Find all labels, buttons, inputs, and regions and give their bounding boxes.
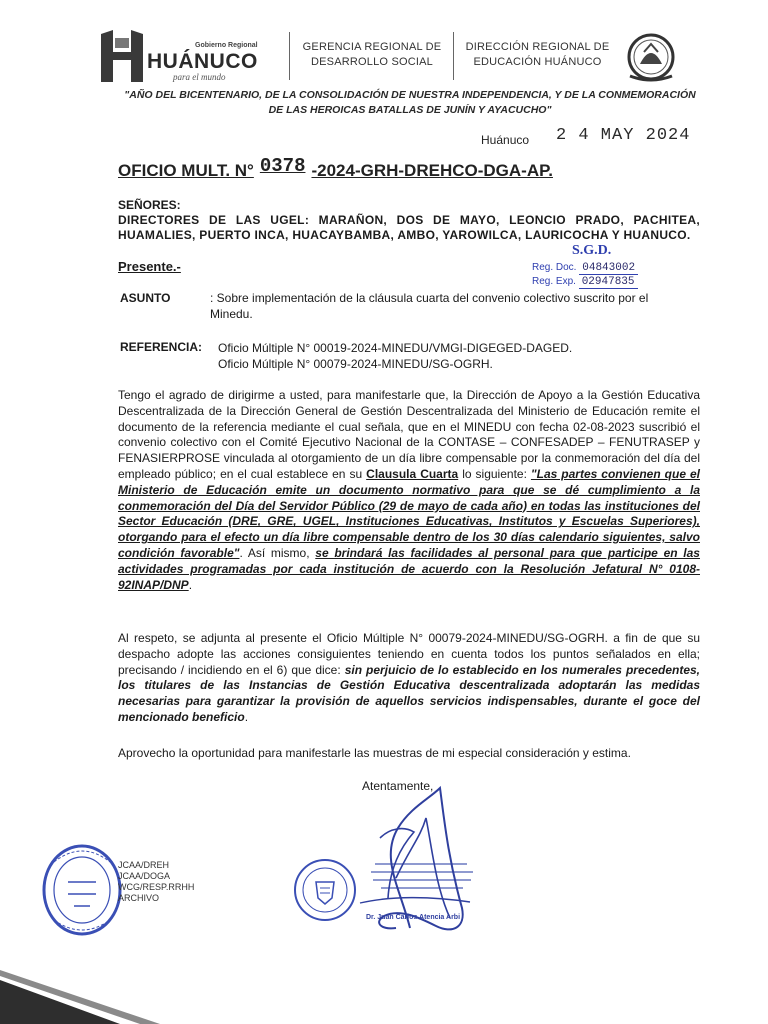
- p1-facilities: se brindará las facilidades al personal para que participe en las actividades programadas por cada institución de acuerdo con la Resolución Jefatural N° 0108-92INAP/DNP: [118, 545, 700, 592]
- office-direccion-line2: EDUCACIÓN HUÁNUCO: [473, 56, 602, 68]
- office-gerencia-line2: DESARROLLO SOCIAL: [311, 56, 433, 68]
- huanuco-h-logo-icon: [97, 28, 147, 84]
- office-direccion-line1: DIRECCIÓN REGIONAL DE: [465, 41, 610, 53]
- p1-end: .: [188, 577, 193, 592]
- recipients-list: DIRECTORES DE LAS UGEL: MARAÑON, DOS DE MAYO, LEONCIO PRADO, PACHITEA, HUAMALIES, PUERTO INCA, HUACAYBAMBA, AMBO, YAROWILCA, LAURICOCHA Y HUANUCO.: [118, 213, 700, 242]
- logo-wordmark: HUÁNUCO: [147, 50, 258, 73]
- referencia-line2: Oficio Múltiple N° 00079-2024-MINEDU/SG-OGRH.: [218, 357, 493, 371]
- initials-line: ARCHIVO: [118, 893, 160, 903]
- sgd-stamp-title: S.G.D.: [572, 243, 612, 258]
- year-motto: [110, 88, 710, 118]
- regional-government-logo: [97, 28, 277, 84]
- p2-text: Al respeto, se adjunta al presente el Oficio Múltiple N° 00079-2024-MINEDU/SG-OGRH. a fin de que su despacho adopte las acciones consiguientes teniendo en cuenta todos los puntos señalados en ella; precisando / incidiendo en el 6) que dice:: [118, 631, 700, 677]
- asunto-label: ASUNTO: [120, 291, 171, 305]
- logo-top-text: Gobierno Regional: [195, 42, 258, 49]
- referencia-text: [218, 340, 688, 372]
- recipients-title: SEÑORES:: [118, 198, 181, 212]
- reg-exp-value: 02947835: [579, 276, 638, 289]
- asunto-text: : Sobre implementación de la cláusula cuarta del convenio colectivo suscrito por el Minedu.: [210, 291, 649, 321]
- motto-line1: "AÑO DEL BICENTENARIO, DE LA CONSOLIDACIÓN DE NUESTRA INDEPENDENCIA, Y DE LA CONMEMORACIÓN: [124, 89, 696, 101]
- oficio-prefix: OFICIO MULT. N°: [118, 161, 254, 180]
- p1-text-2: lo siguiente:: [458, 466, 531, 481]
- header-divider: [289, 32, 290, 80]
- reg-doc: [532, 262, 638, 274]
- body-paragraph-3: Aprovecho la oportunidad para manifestarle las muestras de mi especial consideración y estima.: [118, 746, 631, 760]
- reg-exp: [532, 276, 638, 288]
- p1-clause-title: Clausula Cuarta: [366, 466, 459, 481]
- body-paragraph-1: [118, 388, 700, 593]
- initials-line: WCG/RESP.RRHH: [118, 882, 195, 892]
- initials-block: [118, 860, 194, 904]
- motto-line2: DE LAS HEROICAS BATALLAS DE JUNÍN Y AYACUCHO": [268, 104, 552, 116]
- office-direccion: [460, 40, 615, 70]
- presente-label: Presente.-: [118, 259, 181, 274]
- p1-text-3: . Así mismo,: [239, 545, 316, 560]
- p2-end: .: [244, 709, 249, 724]
- oficio-number: 0378: [259, 155, 306, 177]
- p2-quote: sin perjuicio de lo establecido en los numerales precedentes, los titulares de las Instancias de Gestión Educativa descentralizada adoptarán las medidas necesarias para garantizar la provisión de aquellos servicios indispensables, durante el goce del mencionado beneficio: [118, 662, 700, 724]
- referencia-line1: Oficio Múltiple N° 00019-2024-MINEDU/VMGI-DIGEGED-DAGED.: [218, 341, 573, 355]
- office-gerencia-line1: GERENCIA REGIONAL DE: [302, 41, 442, 53]
- header-divider: [453, 32, 454, 80]
- office-gerencia: [297, 40, 447, 70]
- referencia-label: REFERENCIA:: [120, 340, 203, 354]
- place-label: Huánuco: [481, 133, 530, 147]
- signer-name: Dr. Juan Carlos Atencia Arbi: [366, 914, 461, 921]
- initials-line: JCAA/DREH: [118, 860, 170, 870]
- oficio-heading: [118, 155, 553, 182]
- reg-exp-label: Reg. Exp.: [532, 276, 576, 287]
- decorative-corner-icon: [0, 940, 768, 1024]
- regional-direction-seal-icon: [40, 842, 122, 938]
- initials-line: JCAA/DOGA: [118, 871, 171, 881]
- reg-doc-label: Reg. Doc.: [532, 262, 577, 273]
- p1-clause-quote: "Las partes convienen que el Ministerio de Educación emite un documento normativo para que se dé cumplimiento a la conmemoración del Día del Servidor Público (29 de mayo de cada año) en todas las instituciones del Sector Educación (DRE, GRE, UGEL, Instituciones Educativas, Institutos y Escuelas Superiores), otorgando para el efecto un día libre compensable dentro de los 30 días calendario siguientes, salvo condición favorable": [118, 466, 700, 560]
- p1-text: Tengo el agrado de dirigirme a usted, para manifestarle que, la Dirección de Apoyo a la Gestión Educativa Descentralizada de la Dirección General de Gestión Descentralizada del Ministerio de Educación remite el documento de la referencia mediante el cual señala, que en el MINEDU con fecha 02-08-2023 suscribió el convenio colectivo con el Comité Ejecutivo Nacional de la CONTASE – CONFESADEP – FENUTRASEP y FENASIERPROSE vinculada al otorgamiento de un día libre compensable por la conmemoración del día del empleado público; en el cual establece en su: [118, 388, 700, 481]
- date-stamp: 2 4 MAY 2024: [556, 126, 691, 145]
- reg-doc-value: 04843002: [579, 262, 638, 275]
- dre-emblem-icon: [624, 32, 678, 82]
- oficio-suffix: -2024-GRH-DREHCO-DGA-AP.: [311, 161, 553, 180]
- body-paragraph-2: [118, 631, 700, 726]
- closing-text: Atentamente,: [362, 779, 434, 793]
- logo-tagline: para el mundo: [173, 72, 226, 82]
